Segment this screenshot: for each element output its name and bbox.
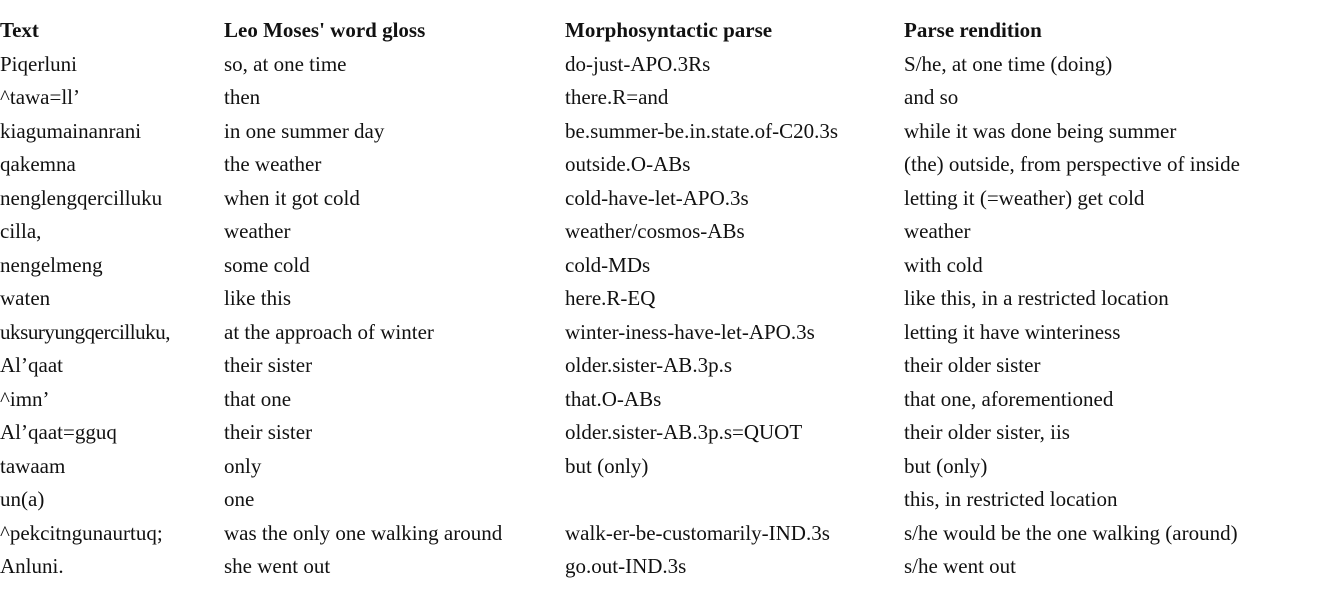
- table-row: [0, 316, 1322, 350]
- cell-parse: cold-MDs: [565, 252, 651, 277]
- cell-parse: weather/cosmos-ABs: [565, 219, 745, 243]
- table-row: [0, 148, 1322, 182]
- cell-word-gloss: only: [224, 453, 262, 478]
- cell-word-gloss: when it got cold: [224, 185, 360, 210]
- cell-parse: but (only): [565, 453, 649, 478]
- table-header: [0, 14, 1322, 48]
- cell-text: ^tawa=ll’: [0, 85, 81, 109]
- cell-text: un(a): [0, 487, 45, 511]
- table-row: [0, 115, 1322, 149]
- cell-text: tawaam: [0, 453, 66, 478]
- cell-word-gloss: so, at one time: [224, 51, 347, 76]
- table-body: [0, 48, 1322, 584]
- cell-rendition: while it was done being summer: [904, 118, 1177, 143]
- header-parse-rendition: Parse rendition: [904, 18, 1042, 42]
- cell-parse: that.O-ABs: [565, 386, 662, 411]
- table-row: [0, 450, 1322, 484]
- table-row: [0, 349, 1322, 383]
- table-row: [0, 383, 1322, 417]
- cell-word-gloss: at the approach of winter: [224, 319, 434, 344]
- cell-parse: there.R=and: [565, 85, 669, 109]
- cell-rendition: s/he went out: [904, 554, 1016, 578]
- cell-text: qakemna: [0, 152, 76, 176]
- cell-word-gloss: their sister: [224, 353, 313, 377]
- gloss-table: [0, 14, 1322, 584]
- cell-word-gloss: weather: [224, 219, 291, 243]
- cell-parse: older.sister-AB.3p.s=QUOT: [565, 420, 803, 444]
- header-text: Text: [0, 18, 39, 42]
- table-row: [0, 182, 1322, 216]
- header-row: [0, 14, 1322, 48]
- cell-text: Al’qaat=gguq: [0, 420, 117, 444]
- cell-word-gloss: that one: [224, 386, 292, 411]
- cell-word-gloss: the weather: [224, 152, 322, 176]
- cell-text: Anluni.: [0, 554, 64, 578]
- cell-text: ^imn’: [0, 386, 50, 411]
- cell-text: nengelmeng: [0, 252, 103, 277]
- cell-word-gloss: some cold: [224, 252, 310, 277]
- cell-rendition: their older sister: [904, 353, 1041, 377]
- cell-parse: older.sister-AB.3p.s: [565, 353, 732, 377]
- cell-parse: here.R-EQ: [565, 286, 656, 310]
- cell-rendition: S/he, at one time (doing): [904, 51, 1113, 76]
- cell-rendition: weather: [904, 219, 971, 243]
- cell-rendition: like this, in a restricted location: [904, 286, 1169, 310]
- cell-text: Al’qaat: [0, 353, 63, 377]
- cell-word-gloss: like this: [224, 286, 292, 310]
- header-word-gloss: Leo Moses' word gloss: [224, 18, 426, 42]
- table-row: [0, 416, 1322, 450]
- table-row: [0, 282, 1322, 316]
- cell-text: uksuryungqercilluku,: [0, 319, 171, 344]
- cell-parse: outside.O-ABs: [565, 152, 691, 176]
- cell-word-gloss: then: [224, 85, 261, 109]
- table-row: [0, 215, 1322, 249]
- cell-word-gloss: their sister: [224, 420, 313, 444]
- cell-parse: walk-er-be-customarily-IND.3s: [565, 520, 830, 545]
- cell-rendition: their older sister, iis: [904, 420, 1070, 444]
- cell-rendition: that one, aforementioned: [904, 386, 1114, 411]
- cell-rendition: s/he would be the one walking (around): [904, 520, 1238, 545]
- cell-rendition: letting it (=weather) get cold: [904, 185, 1145, 210]
- cell-parse: [565, 483, 904, 517]
- cell-parse: winter-iness-have-let-APO.3s: [565, 319, 815, 344]
- cell-parse: go.out-IND.3s: [565, 554, 687, 578]
- cell-rendition: but (only): [904, 453, 988, 478]
- table-row: [0, 483, 1322, 517]
- cell-rendition: letting it have winteriness: [904, 319, 1121, 344]
- cell-rendition: with cold: [904, 252, 983, 277]
- table-row: [0, 249, 1322, 283]
- table-row: [0, 81, 1322, 115]
- table-row: [0, 48, 1322, 82]
- cell-parse: be.summer-be.in.state.of-C20.3s: [565, 118, 839, 143]
- cell-parse: do-just-APO.3Rs: [565, 51, 711, 76]
- cell-rendition: and so: [904, 85, 959, 109]
- table-row: [0, 550, 1322, 584]
- cell-text: waten: [0, 286, 51, 310]
- cell-rendition: (the) outside, from perspective of inside: [904, 152, 1240, 176]
- cell-rendition: this, in restricted location: [904, 487, 1118, 511]
- cell-text: nenglengqercilluku: [0, 185, 163, 210]
- table-row: [0, 517, 1322, 551]
- cell-text: Piqerluni: [0, 51, 77, 76]
- cell-text: ^pekcitngunaurtuq;: [0, 520, 163, 545]
- cell-text: kiagumainanrani: [0, 118, 142, 143]
- cell-word-gloss: one: [224, 487, 255, 511]
- cell-word-gloss: in one summer day: [224, 118, 385, 143]
- cell-parse: cold-have-let-APO.3s: [565, 185, 749, 210]
- cell-word-gloss: she went out: [224, 554, 331, 578]
- cell-word-gloss: was the only one walking around: [224, 520, 503, 545]
- header-morphosyntactic-parse: Morphosyntactic parse: [565, 18, 773, 42]
- cell-text: cilla,: [0, 219, 42, 243]
